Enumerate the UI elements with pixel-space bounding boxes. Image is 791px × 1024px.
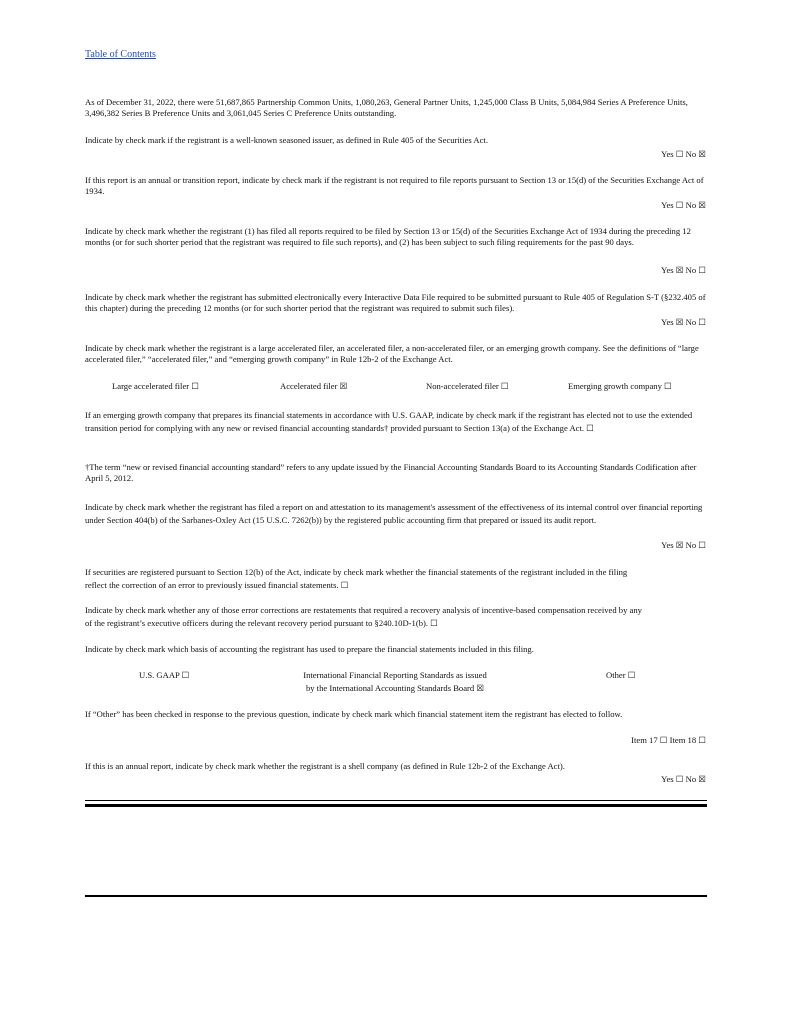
ifrs-option-line2: by the International Accounting Standards Board ☒ xyxy=(305,683,485,693)
accounting-basis-question: Indicate by check mark which basis of accounting the registrant has used to prepare the financial statements included in this filing. xyxy=(85,644,534,654)
seasoned-issuer-question: Indicate by check mark if the registrant is a well-known seasoned issuer, as defined in Rule 405 of the Securities Act. xyxy=(85,135,488,145)
divider-thin xyxy=(85,800,707,801)
other-basis-option: Other ☐ xyxy=(606,670,636,680)
seasoned-issuer-answer: Yes ☐ No ☒ xyxy=(661,149,706,159)
accounting-standard-footnote: †The term “new or revised financial accounting standard” refers to any update issued by the Financial Accounting Standards Board to its Accounting Standards Codification after April 5, 2012. xyxy=(85,462,697,483)
filer-type-question: Indicate by check mark whether the registrant is a large accelerated filer, an accelerated filer, a non-accelerated filer, or an emerging growth company. See the definitions of “large accelerated filer,” “accelerated filer,” and “emerging growth company” in Rule 12b-2 of the Exchange Act. xyxy=(85,343,699,364)
interactive-data-answer: Yes ☒ No ☐ xyxy=(661,317,706,327)
emerging-growth-question: If an emerging growth company that prepares its financial statements in accordance with U.S. GAAP, indicate by check mark if the registrant has elected not to use the extended transition period for complying with any new or revised financial accounting standards† provided pursuant to Section 13(a) of the Exchange Act. ☐ xyxy=(85,410,693,433)
filed-reports-question: Indicate by check mark whether the registrant (1) has filed all reports required to be filed by Section 13 or 15(d) of the Securities Exchange Act of 1934 during the preceding 12 months (or for such shorter period that the registrant was required to file such reports), and (2) has been subject to such filing requirements for the past 90 days. xyxy=(85,226,691,247)
shell-company-question: If this is an annual report, indicate by check mark whether the registrant is a shell company (as defined in Rule 12b-2 of the Exchange Act). xyxy=(85,761,565,771)
shell-company-answer: Yes ☐ No ☒ xyxy=(661,774,706,784)
other-item-answer: Item 17 ☐ Item 18 ☐ xyxy=(631,735,706,745)
restatement-question: Indicate by check mark whether any of those error corrections are restatements that required a recovery analysis of incentive-based compensation received by any of the registrant’s executive officers during the relevant recovery period pursuant to §240.10D-1(b). ☐ xyxy=(85,605,642,628)
emerging-growth-company-option: Emerging growth company ☐ xyxy=(568,381,672,391)
attestation-question: Indicate by check mark whether the registrant has filed a report on and attestation to its management's assessment of the effectiveness of its internal control over financial reporting under Section 404(b) of the Sarbanes-Oxley Act (15 U.S.C. 7262(b)) by the registered public accounting firm that prepared or issued its audit report. xyxy=(85,502,703,525)
ifrs-option-line1: International Financial Reporting Standards as issued xyxy=(303,670,487,680)
large-accelerated-filer-option: Large accelerated filer ☐ xyxy=(112,381,199,391)
error-correction-question: If securities are registered pursuant to Section 12(b) of the Act, indicate by check mark whether the financial statements of the registrant included in the filing reflect the correction of an error to previously issued financial statements. ☐ xyxy=(85,567,628,590)
non-accelerated-filer-option: Non-accelerated filer ☐ xyxy=(426,381,509,391)
divider-thick xyxy=(85,804,707,807)
filed-reports-answer: Yes ☒ No ☐ xyxy=(661,265,706,275)
table-of-contents-link[interactable]: Table of Contents xyxy=(85,49,156,60)
interactive-data-question: Indicate by check mark whether the registrant has submitted electronically every Interactive Data File required to be submitted pursuant to Rule 405 of Regulation S-T (§232.405 of this chapter) during the preceding 12 months (or for such shorter period that the registrant was required to submit such files). xyxy=(85,292,706,313)
units-outstanding-paragraph: As of December 31, 2022, there were 51,687,865 Partnership Common Units, 1,080,263, General Partner Units, 1,245,000 Class B Units, 5,084,984 Series A Preference Units, 3,496,382 Series B Preference Units and 3,061,045 Series C Preference Units outstanding. xyxy=(85,97,688,118)
accelerated-filer-option: Accelerated filer ☒ xyxy=(280,381,348,391)
us-gaap-option: U.S. GAAP ☐ xyxy=(139,670,190,680)
not-required-question: If this report is an annual or transition report, indicate by check mark if the registrant is not required to file reports pursuant to Section 13 or 15(d) of the Securities Exchange Act of 1934. xyxy=(85,175,704,196)
other-item-question: If “Other” has been checked in response to the previous question, indicate by check mark which financial statement item the registrant has elected to follow. xyxy=(85,709,623,719)
divider-bottom xyxy=(85,895,707,897)
attestation-answer: Yes ☒ No ☐ xyxy=(661,540,706,550)
not-required-answer: Yes ☐ No ☒ xyxy=(661,200,706,210)
